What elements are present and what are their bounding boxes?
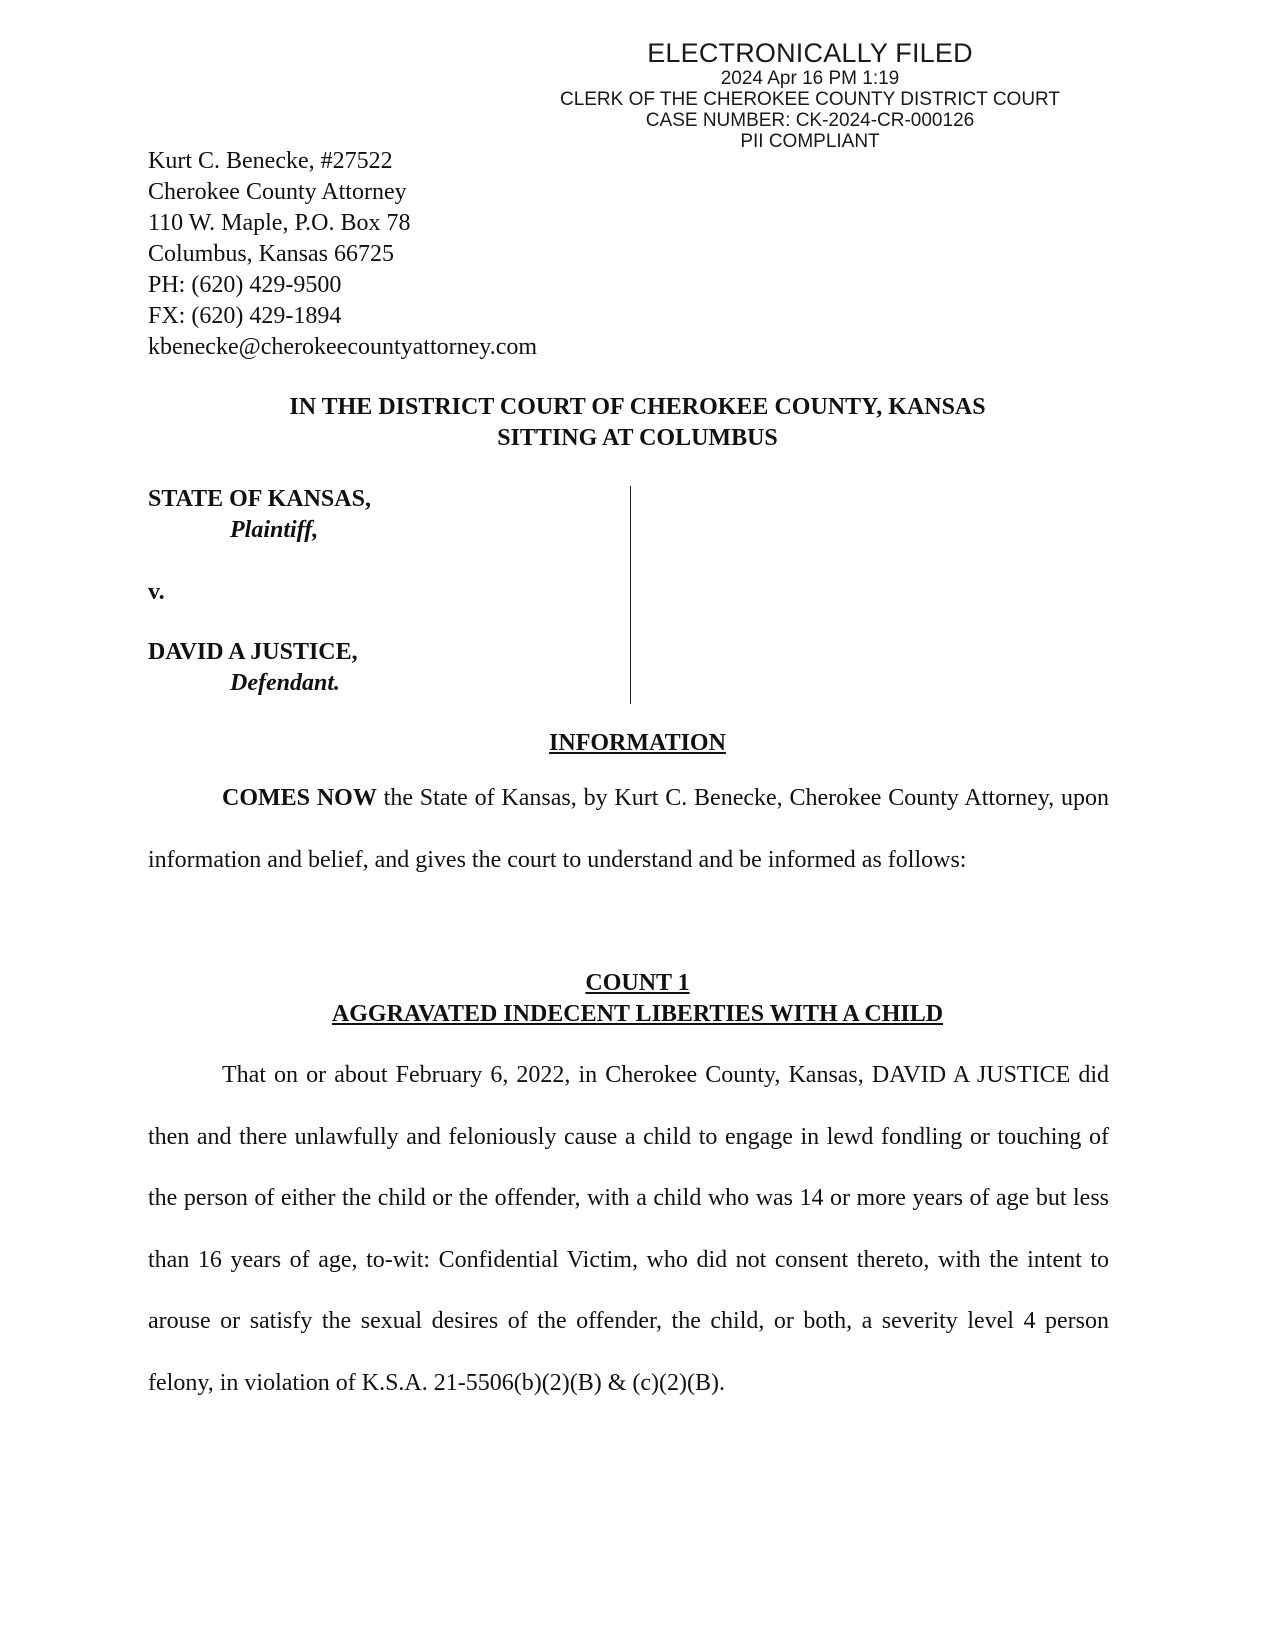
attorney-phone: PH: (620) 429-9500: [148, 272, 342, 298]
electronic-filing-stamp: [510, 38, 1110, 152]
plaintiff-name: STATE OF KANSAS,: [148, 486, 371, 512]
count-1-title: AGGRAVATED INDECENT LIBERTIES WITH A CHILD: [331, 1001, 944, 1027]
stamp-pii: PII COMPLIANT: [740, 131, 880, 152]
caption-divider: [630, 486, 631, 704]
attorney-address-line1: 110 W. Maple, P.O. Box 78: [148, 210, 411, 236]
count-1-paragraph: That on or about February 6, 2022, in Cherokee County, Kansas, DAVID A JUSTICE did then and there unlawfully and feloniously cause a child to engage in lewd fondling or touching of the person of either the child or the offender, with a child who was 14 or more years of age but less than 16 years of age, to-wit: Confidential Victim, who did not consent thereto, with the intent to arouse or satisfy the sexual desires of the offender, the child, or both, a severity level 4 person felony, in violation of K.S.A. 21-5506(b)(2)(B) & (c)(2)(B).: [148, 1062, 1109, 1396]
attorney-address-line2: Columbus, Kansas 66725: [148, 241, 394, 267]
stamp-case-number: CASE NUMBER: CK-2024-CR-000126: [645, 110, 975, 131]
intro-lead: COMES NOW: [222, 785, 377, 811]
intro-paragraph: [148, 768, 1109, 891]
court-name: IN THE DISTRICT COURT OF CHEROKEE COUNTY, KANSAS: [289, 394, 986, 420]
stamp-clerk: CLERK OF THE CHEROKEE COUNTY DISTRICT COURT: [559, 89, 1061, 110]
stamp-title: ELECTRONICALLY FILED: [647, 38, 973, 68]
document-title: [0, 728, 1265, 759]
intro-text: the State of Kansas, by Kurt C. Benecke, Cherokee County Attorney, upon information and belief, and gives the court to understand and be informed as follows:: [148, 785, 1110, 873]
stamp-datetime: 2024 Apr 16 PM 1:19: [720, 68, 900, 89]
case-parties: [148, 484, 371, 699]
attorney-email: kbenecke@cherokeecountyattorney.com: [148, 334, 538, 360]
attorney-title: Cherokee County Attorney: [148, 179, 407, 205]
defendant-name: DAVID A JUSTICE,: [148, 639, 358, 665]
attorney-fax: FX: (620) 429-1894: [148, 303, 342, 329]
count-1-heading: [0, 968, 1265, 1030]
document-title-text: INFORMATION: [549, 730, 726, 756]
versus-label: v.: [148, 579, 165, 605]
defendant-role: Defendant.: [230, 670, 340, 696]
count-1-number: COUNT 1: [585, 970, 690, 996]
plaintiff-role: Plaintiff,: [230, 517, 319, 543]
court-caption: [0, 392, 1265, 454]
attorney-block: [148, 146, 537, 363]
attorney-name: Kurt C. Benecke, #27522: [148, 148, 393, 174]
court-location: SITTING AT COLUMBUS: [497, 425, 778, 451]
